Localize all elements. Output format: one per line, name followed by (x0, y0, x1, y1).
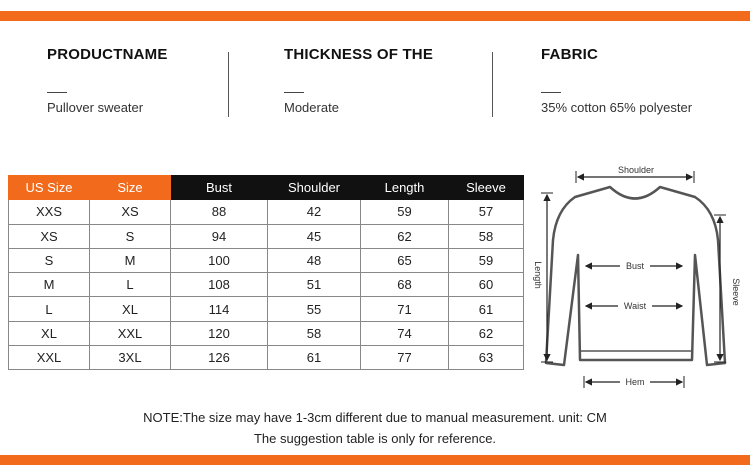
table-row (9, 321, 524, 345)
table-cell: 48 (268, 248, 361, 272)
table-cell: 45 (268, 224, 361, 248)
table-cell: XL (90, 297, 171, 321)
bottom-accent-bar (0, 455, 750, 465)
table-cell: 55 (268, 297, 361, 321)
table-cell: L (9, 297, 90, 321)
info-separator (492, 52, 493, 117)
table-cell: S (9, 248, 90, 272)
table-row (9, 224, 524, 248)
table-cell: XS (90, 200, 171, 224)
table-cell: XXL (9, 346, 90, 370)
table-cell: 51 (268, 273, 361, 297)
size-table (8, 175, 524, 370)
table-cell: 100 (171, 248, 268, 272)
sweater-outline (546, 187, 725, 365)
thickness-value: Moderate (284, 100, 339, 115)
table-header-row (9, 176, 524, 200)
table-cell: 60 (449, 273, 524, 297)
fabric-title: FABRIC (541, 46, 599, 63)
table-cell: 58 (268, 321, 361, 345)
header-bust: Bust (171, 176, 268, 200)
table-row (9, 297, 524, 321)
table-cell: 59 (449, 248, 524, 272)
top-accent-bar (0, 11, 750, 21)
header-shoulder: Shoulder (268, 176, 361, 200)
table-cell: 120 (171, 321, 268, 345)
product-name-title: PRODUCTNAME (47, 46, 168, 63)
table-row (9, 248, 524, 272)
sleeve-label: Sleeve (731, 278, 741, 306)
table-cell: 88 (171, 200, 268, 224)
table-cell: 114 (171, 297, 268, 321)
table-row (9, 346, 524, 370)
reference-note: The suggestion table is only for reference. (253, 431, 497, 446)
thickness-dash (284, 92, 304, 93)
thickness-title: THICKNESS OF THE (284, 46, 434, 63)
info-separator (228, 52, 229, 117)
header-sleeve: Sleeve (449, 176, 524, 200)
header-size: Size (90, 176, 171, 200)
table-cell: 42 (268, 200, 361, 224)
table-cell: 3XL (90, 346, 171, 370)
table-row (9, 200, 524, 224)
table-cell: 61 (268, 346, 361, 370)
table-cell: XXS (9, 200, 90, 224)
table-cell: 61 (449, 297, 524, 321)
table-cell: L (90, 273, 171, 297)
table-cell: 74 (361, 321, 449, 345)
waist-label: Waist (623, 301, 647, 311)
table-cell: 71 (361, 297, 449, 321)
shoulder-label: Shoulder (617, 165, 655, 175)
product-name-value: Pullover sweater (47, 100, 144, 115)
table-cell: XL (9, 321, 90, 345)
header-us-size: US Size (9, 176, 90, 200)
hem-label: Hem (625, 377, 645, 387)
table-cell: M (90, 248, 171, 272)
table-cell: XS (9, 224, 90, 248)
fabric-value: 35% cotton 65% polyester (541, 100, 693, 115)
size-note: NOTE:The size may have 1-3cm different due to manual measurement. unit: CM (143, 410, 607, 425)
length-label: Length (533, 261, 543, 289)
table-cell: 58 (449, 224, 524, 248)
table-cell: 59 (361, 200, 449, 224)
header-length: Length (361, 176, 449, 200)
table-cell: XXL (90, 321, 171, 345)
garment-measurement-diagram (520, 155, 750, 395)
table-cell: 94 (171, 224, 268, 248)
table-cell: S (90, 224, 171, 248)
table-cell: 62 (361, 224, 449, 248)
fabric-dash (541, 92, 561, 93)
bust-label: Bust (625, 261, 645, 271)
product-name-dash (47, 92, 67, 93)
table-cell: 126 (171, 346, 268, 370)
table-cell: M (9, 273, 90, 297)
table-cell: 65 (361, 248, 449, 272)
table-row (9, 273, 524, 297)
table-cell: 62 (449, 321, 524, 345)
table-cell: 68 (361, 273, 449, 297)
table-cell: 108 (171, 273, 268, 297)
table-cell: 63 (449, 346, 524, 370)
table-cell: 57 (449, 200, 524, 224)
table-cell: 77 (361, 346, 449, 370)
